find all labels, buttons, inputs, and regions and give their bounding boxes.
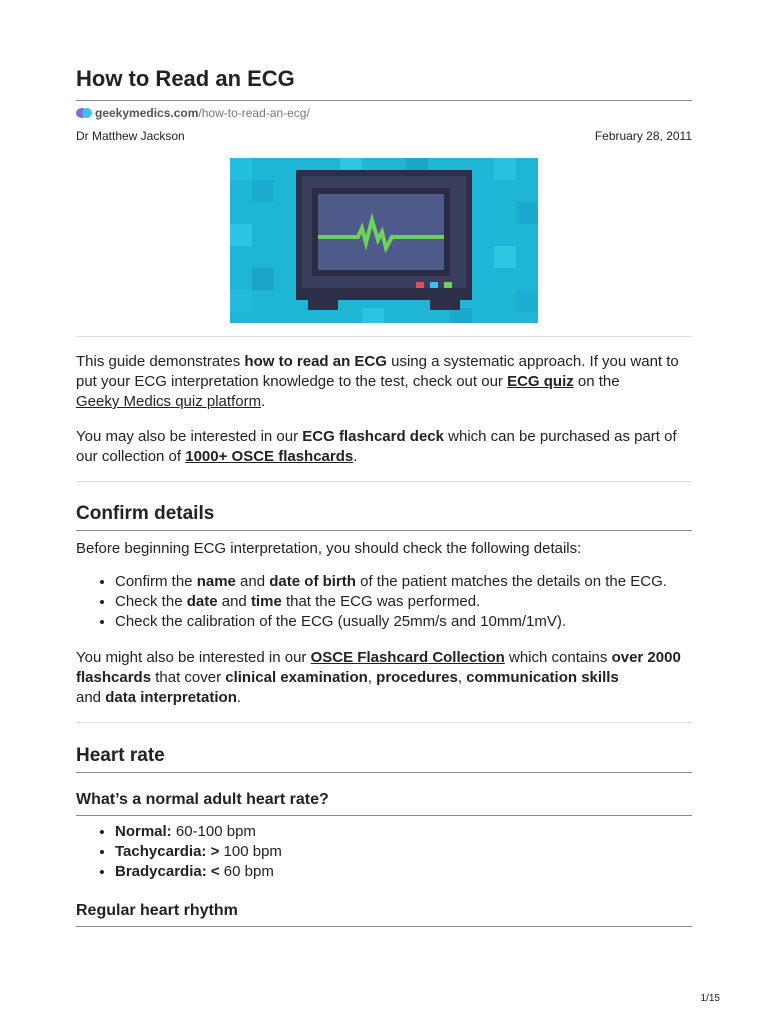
ecg-quiz-link[interactable]: ECG quiz [507,373,574,390]
heart-rate-list [76,822,692,882]
heart-rate-heading: Heart rate [76,745,165,766]
intro-paragraph-2: You may also be interested in our ECG flashcard deck which can be purchased as part of our collection of 1000+ OSCE flashcards. [76,428,677,465]
subheading-rule-1 [76,815,692,816]
list-item: • Bradycardia: < 60 bpm [115,862,692,882]
hero-divider [76,336,692,337]
subheading-rule-2 [76,926,692,927]
confirm-details-list [76,572,692,632]
source-line [76,106,310,120]
section-divider-1 [76,481,692,482]
geekymedics-brain-icon [76,107,92,119]
title-divider [76,100,692,101]
list-item: • Tachycardia: > 100 bpm [115,842,692,862]
list-item: • Check the calibration of the ECG (usually 25mm/s and 10mm/1mV). [115,612,692,632]
ecg-monitor-illustration [230,158,538,323]
regular-rhythm-subheading: Regular heart rhythm [76,902,238,919]
heart-rate-heading-rule [76,772,692,773]
list-item: • Confirm the name and date of birth of the patient matches the details on the ECG. [115,572,692,592]
normal-heart-rate-subheading: What’s a normal adult heart rate? [76,791,329,808]
list-item: • Normal: 60-100 bpm [115,822,692,842]
intro-paragraph-1: This guide demonstrates how to read an ECG using a systematic approach. If you want to put your ECG interpretation knowledge to the test, check out our ECG quiz on the Geeky Medics quiz platform. [76,353,679,410]
confirm-heading-rule [76,530,692,531]
quiz-platform-link[interactable]: Geeky Medics quiz platform [76,393,262,410]
source-path[interactable]: /how-to-read-an-ecg/ [198,106,310,120]
article-title: How to Read an ECG [76,66,295,91]
source-domain-link[interactable]: geekymedics.com [95,106,199,120]
list-item: • Check the date and time that the ECG was performed. [115,592,692,612]
author-name: Dr Matthew Jackson [76,129,185,143]
confirm-lead: Before beginning ECG interpretation, you should check the following details: [76,540,582,557]
section-divider-2 [76,722,692,723]
osce-flashcards-link[interactable]: 1000+ OSCE flashcards [185,448,354,465]
publish-date: February 28, 2011 [594,129,692,143]
osce-flashcard-collection-link[interactable]: OSCE Flashcard Collection [310,649,505,666]
flashcard-collection-paragraph: You might also be interested in our OSCE Flashcard Collection which contains over 2000 flashcards that cover clinical examination, procedures, communication skills and data interpretation. [76,649,681,706]
confirm-details-heading: Confirm details [76,503,215,524]
page-number: 1/15 [700,993,720,1004]
